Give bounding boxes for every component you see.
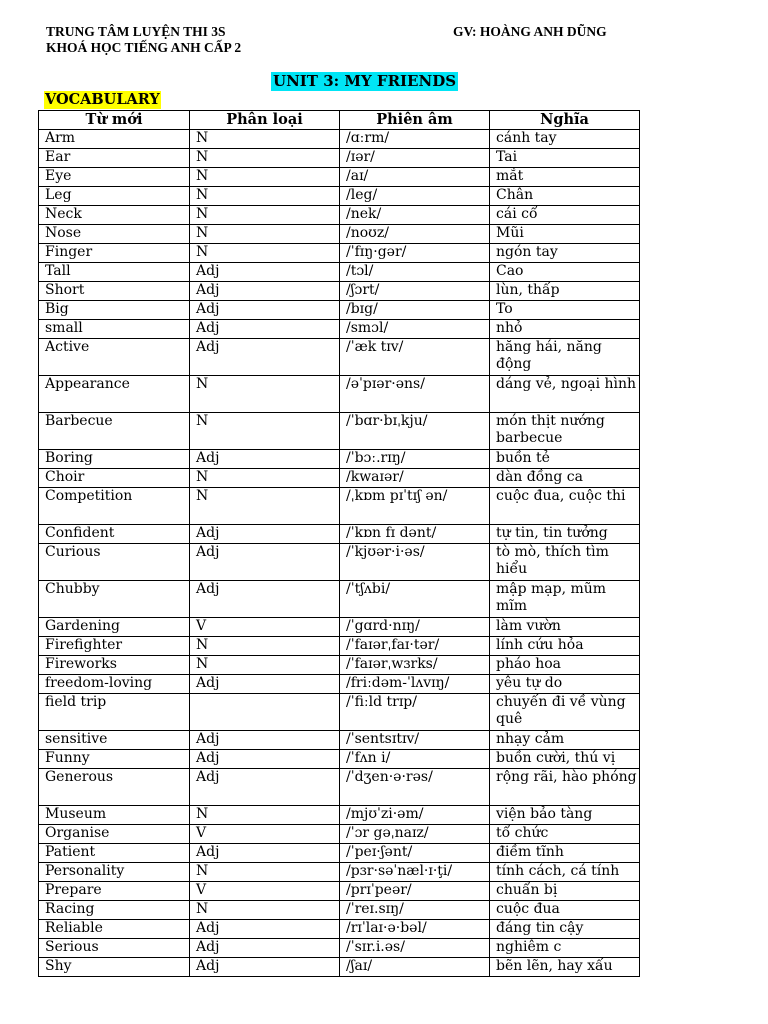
cell-word: Tall — [39, 262, 190, 281]
table-row — [39, 224, 640, 243]
cell-type: N — [190, 805, 340, 824]
cell-word: Prepare — [39, 881, 190, 900]
table-row — [39, 412, 640, 449]
cell-word: Choir — [39, 468, 190, 487]
cell-type: N — [190, 186, 340, 205]
column-header-type: Phân loại — [190, 111, 340, 130]
table-row — [39, 319, 640, 338]
cell-type — [190, 693, 340, 730]
cell-meaning: lùn, thấp — [490, 281, 640, 300]
table-row — [39, 938, 640, 957]
cell-meaning: viện bảo tàng — [490, 805, 640, 824]
cell-type: N — [190, 487, 340, 524]
cell-meaning: cuộc đua — [490, 900, 640, 919]
cell-type: N — [190, 224, 340, 243]
table-row — [39, 768, 640, 805]
table-row — [39, 730, 640, 749]
table-row — [39, 129, 640, 148]
cell-ipa: /mjʊˈzi·əm/ — [340, 805, 490, 824]
cell-word: Serious — [39, 938, 190, 957]
cell-meaning: tò mò, thích tìm hiểu — [490, 543, 640, 580]
cell-meaning: cánh tay — [490, 129, 640, 148]
cell-ipa: /ˈfiːld trɪp/ — [340, 693, 490, 730]
cell-meaning: nhỏ — [490, 319, 640, 338]
cell-meaning: mắt — [490, 167, 640, 186]
cell-word: Big — [39, 300, 190, 319]
cell-ipa: /ˈɔr gəˌnaɪz/ — [340, 824, 490, 843]
cell-word: field trip — [39, 693, 190, 730]
cell-ipa: /pɜr·səˈnæl·ɪ·ţi/ — [340, 862, 490, 881]
cell-meaning: pháo hoa — [490, 655, 640, 674]
cell-word: Fireworks — [39, 655, 190, 674]
cell-ipa: /ˈreɪ.sɪŋ/ — [340, 900, 490, 919]
cell-meaning: bẽn lẽn, hay xấu — [490, 957, 640, 976]
cell-type: V — [190, 824, 340, 843]
cell-type: Adj — [190, 524, 340, 543]
cell-ipa: /ˈpeɪ·ʃənt/ — [340, 843, 490, 862]
cell-ipa: /ˈfaɪərˌfaɪ·tər/ — [340, 636, 490, 655]
table-row — [39, 881, 640, 900]
cell-word: small — [39, 319, 190, 338]
cell-word: Leg — [39, 186, 190, 205]
table-row — [39, 900, 640, 919]
cell-type: N — [190, 900, 340, 919]
cell-word: Competition — [39, 487, 190, 524]
cell-type: N — [190, 468, 340, 487]
cell-meaning: dàn đồng ca — [490, 468, 640, 487]
cell-meaning: Tai — [490, 148, 640, 167]
teacher-name: GV: HOÀNG ANH DŨNG — [453, 24, 607, 39]
cell-meaning: Chân — [490, 186, 640, 205]
cell-word: Personality — [39, 862, 190, 881]
vocabulary-table — [38, 110, 640, 977]
column-header-word: Từ mới — [39, 111, 190, 130]
cell-type: N — [190, 636, 340, 655]
cell-ipa: /prɪˈpeər/ — [340, 881, 490, 900]
cell-ipa: /əˈpɪər·əns/ — [340, 375, 490, 412]
cell-type: Adj — [190, 749, 340, 768]
cell-ipa: /rɪˈlaɪ·ə·bəl/ — [340, 919, 490, 938]
table-row — [39, 167, 640, 186]
cell-word: Confident — [39, 524, 190, 543]
section-label: VOCABULARY — [45, 91, 160, 108]
table-row — [39, 636, 640, 655]
cell-type: N — [190, 375, 340, 412]
table-row — [39, 843, 640, 862]
table-row — [39, 919, 640, 938]
cell-ipa: /nek/ — [340, 205, 490, 224]
table-row — [39, 205, 640, 224]
unit-title: UNIT 3: MY FRIENDS — [273, 72, 457, 90]
cell-ipa: /ʃɔrt/ — [340, 281, 490, 300]
cell-ipa: /ɪər/ — [340, 148, 490, 167]
cell-ipa: /kwaɪər/ — [340, 468, 490, 487]
cell-type: N — [190, 167, 340, 186]
cell-meaning: buồn cười, thú vị — [490, 749, 640, 768]
table-row — [39, 749, 640, 768]
table-row — [39, 487, 640, 524]
cell-ipa: /ˌkɒm pɪˈtɪʃ ən/ — [340, 487, 490, 524]
cell-type: Adj — [190, 938, 340, 957]
cell-word: Neck — [39, 205, 190, 224]
cell-meaning: yêu tự do — [490, 674, 640, 693]
table-row — [39, 300, 640, 319]
cell-word: Arm — [39, 129, 190, 148]
cell-meaning: Mũi — [490, 224, 640, 243]
cell-meaning: cuộc đua, cuộc thi — [490, 487, 640, 524]
cell-meaning: điềm tĩnh — [490, 843, 640, 862]
cell-word: Firefighter — [39, 636, 190, 655]
cell-meaning: chuyến đi về vùng quê — [490, 693, 640, 730]
cell-type: Adj — [190, 338, 340, 375]
cell-ipa: /ʃaɪ/ — [340, 957, 490, 976]
cell-meaning: cái cổ — [490, 205, 640, 224]
cell-word: Appearance — [39, 375, 190, 412]
cell-word: Patient — [39, 843, 190, 862]
cell-type: Adj — [190, 768, 340, 805]
table-row — [39, 468, 640, 487]
cell-word: Museum — [39, 805, 190, 824]
cell-type: Adj — [190, 449, 340, 468]
cell-type: V — [190, 617, 340, 636]
center-name: TRUNG TÂM LUYỆN THI 3S — [46, 24, 226, 39]
cell-word: Funny — [39, 749, 190, 768]
cell-type: Adj — [190, 319, 340, 338]
column-header-ipa: Phiên âm — [340, 111, 490, 130]
cell-type: N — [190, 655, 340, 674]
cell-ipa: /bɪg/ — [340, 300, 490, 319]
cell-ipa: /ˈfɪŋ·gər/ — [340, 243, 490, 262]
cell-word: Short — [39, 281, 190, 300]
cell-ipa: /ˈbɔː.rɪŋ/ — [340, 449, 490, 468]
cell-type: N — [190, 205, 340, 224]
cell-ipa: /smɔl/ — [340, 319, 490, 338]
cell-type: Adj — [190, 957, 340, 976]
cell-word: Ear — [39, 148, 190, 167]
cell-word: Boring — [39, 449, 190, 468]
cell-type: N — [190, 243, 340, 262]
cell-meaning: To — [490, 300, 640, 319]
cell-ipa: /ˈæk tɪv/ — [340, 338, 490, 375]
table-row — [39, 148, 640, 167]
cell-type: Adj — [190, 674, 340, 693]
cell-meaning: tính cách, cá tính — [490, 862, 640, 881]
cell-ipa: /tɔl/ — [340, 262, 490, 281]
cell-ipa: /noʊz/ — [340, 224, 490, 243]
table-row — [39, 338, 640, 375]
cell-ipa: /ˈbɑr·bɪˌkju/ — [340, 412, 490, 449]
cell-word: Finger — [39, 243, 190, 262]
table-row — [39, 580, 640, 617]
cell-word: Nose — [39, 224, 190, 243]
cell-word: Shy — [39, 957, 190, 976]
cell-meaning: rộng rãi, hào phóng — [490, 768, 640, 805]
table-row — [39, 674, 640, 693]
table-row — [39, 617, 640, 636]
cell-meaning: đáng tin cậy — [490, 919, 640, 938]
cell-meaning: mập mạp, mũm mĩm — [490, 580, 640, 617]
table-row — [39, 262, 640, 281]
cell-type: N — [190, 129, 340, 148]
cell-word: Barbecue — [39, 412, 190, 449]
cell-ipa: /aɪ/ — [340, 167, 490, 186]
cell-meaning: buồn tẻ — [490, 449, 640, 468]
cell-ipa: /ˈkjʊər·i·əs/ — [340, 543, 490, 580]
table-row — [39, 524, 640, 543]
cell-type: Adj — [190, 262, 340, 281]
cell-ipa: /leg/ — [340, 186, 490, 205]
cell-ipa: /ˈsentsɪtɪv/ — [340, 730, 490, 749]
cell-ipa: /ˈfaɪərˌwɜrks/ — [340, 655, 490, 674]
table-row — [39, 655, 640, 674]
cell-ipa: /ˈkɒn fɪ dənt/ — [340, 524, 490, 543]
cell-ipa: /ˈfʌn i/ — [340, 749, 490, 768]
table-row — [39, 186, 640, 205]
cell-word: Gardening — [39, 617, 190, 636]
cell-meaning: món thịt nướng barbecue — [490, 412, 640, 449]
cell-word: freedom-loving — [39, 674, 190, 693]
cell-ipa: /friːdəm-ˈlʌvɪŋ/ — [340, 674, 490, 693]
cell-meaning: dáng vẻ, ngoại hình — [490, 375, 640, 412]
cell-meaning: tổ chức — [490, 824, 640, 843]
table-row — [39, 862, 640, 881]
course-name: KHOÁ HỌC TIẾNG ANH CẤP 2 — [46, 40, 242, 55]
cell-meaning: nhạy cảm — [490, 730, 640, 749]
cell-word: Organise — [39, 824, 190, 843]
cell-type: Adj — [190, 730, 340, 749]
cell-meaning: hăng hái, năng động — [490, 338, 640, 375]
table-row — [39, 281, 640, 300]
cell-type: Adj — [190, 919, 340, 938]
cell-meaning: nghiêm c — [490, 938, 640, 957]
cell-type: Adj — [190, 543, 340, 580]
table-row — [39, 543, 640, 580]
cell-word: Racing — [39, 900, 190, 919]
cell-type: N — [190, 148, 340, 167]
cell-ipa: /ˈgɑrd·nɪŋ/ — [340, 617, 490, 636]
cell-word: Eye — [39, 167, 190, 186]
cell-word: Reliable — [39, 919, 190, 938]
cell-meaning: ngón tay — [490, 243, 640, 262]
table-row — [39, 957, 640, 976]
cell-word: Generous — [39, 768, 190, 805]
cell-word: Curious — [39, 543, 190, 580]
cell-type: Adj — [190, 580, 340, 617]
cell-ipa: /ˈdʒen·ə·rəs/ — [340, 768, 490, 805]
table-row — [39, 693, 640, 730]
column-header-meaning: Nghĩa — [490, 111, 640, 130]
cell-meaning: tự tin, tin tưởng — [490, 524, 640, 543]
cell-type: N — [190, 412, 340, 449]
cell-ipa: /ˈsɪr.i.əs/ — [340, 938, 490, 957]
cell-word: sensitive — [39, 730, 190, 749]
cell-ipa: /ɑːrm/ — [340, 129, 490, 148]
cell-word: Chubby — [39, 580, 190, 617]
table-row — [39, 375, 640, 412]
table-row — [39, 805, 640, 824]
cell-ipa: /ˈtʃʌbi/ — [340, 580, 490, 617]
cell-type: Adj — [190, 300, 340, 319]
table-row — [39, 449, 640, 468]
cell-type: Adj — [190, 843, 340, 862]
table-row — [39, 243, 640, 262]
cell-type: V — [190, 881, 340, 900]
table-body — [39, 129, 640, 976]
cell-meaning: lính cứu hỏa — [490, 636, 640, 655]
cell-word: Active — [39, 338, 190, 375]
table-header-row — [39, 111, 640, 130]
cell-meaning: làm vườn — [490, 617, 640, 636]
cell-meaning: Cao — [490, 262, 640, 281]
cell-type: Adj — [190, 281, 340, 300]
cell-meaning: chuẩn bị — [490, 881, 640, 900]
table-row — [39, 824, 640, 843]
cell-type: N — [190, 862, 340, 881]
